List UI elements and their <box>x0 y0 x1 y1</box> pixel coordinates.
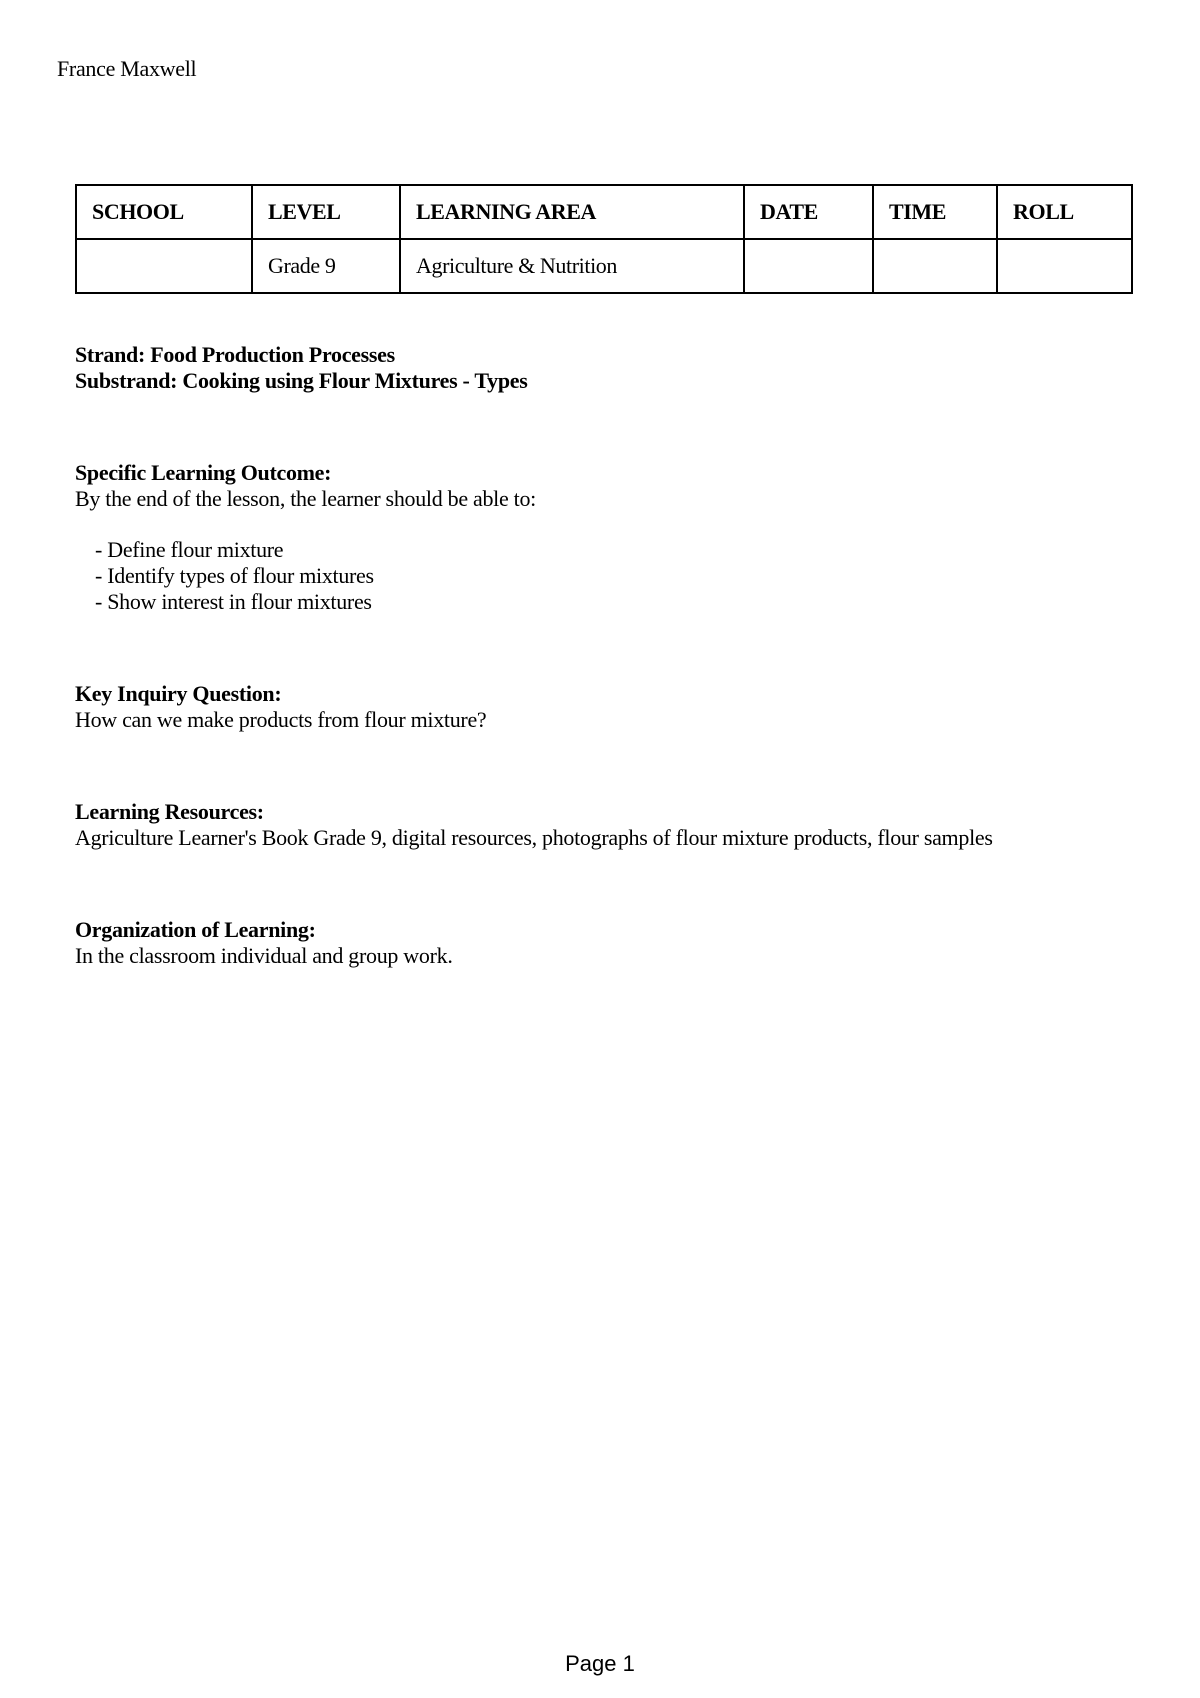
cell-roll <box>997 239 1132 293</box>
outcome-list <box>75 537 1155 615</box>
outcome-intro: By the end of the lesson, the learner should be able to: <box>75 486 536 511</box>
header-time: TIME <box>873 185 997 239</box>
list-item: - Identify types of flour mixtures <box>95 563 374 588</box>
organization-text: In the classroom individual and group work. <box>75 943 453 968</box>
cell-level: Grade 9 <box>252 239 400 293</box>
header-learning-area: LEARNING AREA <box>400 185 744 239</box>
list-item: - Define flour mixture <box>95 537 284 562</box>
header-date: DATE <box>744 185 873 239</box>
header-school: SCHOOL <box>76 185 252 239</box>
cell-date <box>744 239 873 293</box>
outcome-heading: Specific Learning Outcome: <box>75 460 332 485</box>
page-number: Page 1 <box>565 1651 635 1676</box>
organization-heading: Organization of Learning: <box>75 917 316 942</box>
lesson-info-table <box>75 184 1133 294</box>
inquiry-text: How can we make products from flour mixture? <box>75 707 487 732</box>
cell-time <box>873 239 997 293</box>
header-roll: ROLL <box>997 185 1132 239</box>
inquiry-heading: Key Inquiry Question: <box>75 681 282 706</box>
resources-text: Agriculture Learner's Book Grade 9, digital resources, photographs of flour mixture products, flour samples <box>75 825 993 850</box>
table-header-row <box>76 185 1132 239</box>
substrand-heading: Substrand: Cooking using Flour Mixtures - Types <box>75 368 528 393</box>
cell-learning-area: Agriculture & Nutrition <box>400 239 744 293</box>
table-row <box>76 239 1132 293</box>
header-level: LEVEL <box>252 185 400 239</box>
list-item: - Show interest in flour mixtures <box>95 589 372 614</box>
lesson-content <box>75 342 1155 969</box>
cell-school <box>76 239 252 293</box>
resources-heading: Learning Resources: <box>75 799 264 824</box>
strand-heading: Strand: Food Production Processes <box>75 342 395 367</box>
author-name: France Maxwell <box>57 56 197 81</box>
